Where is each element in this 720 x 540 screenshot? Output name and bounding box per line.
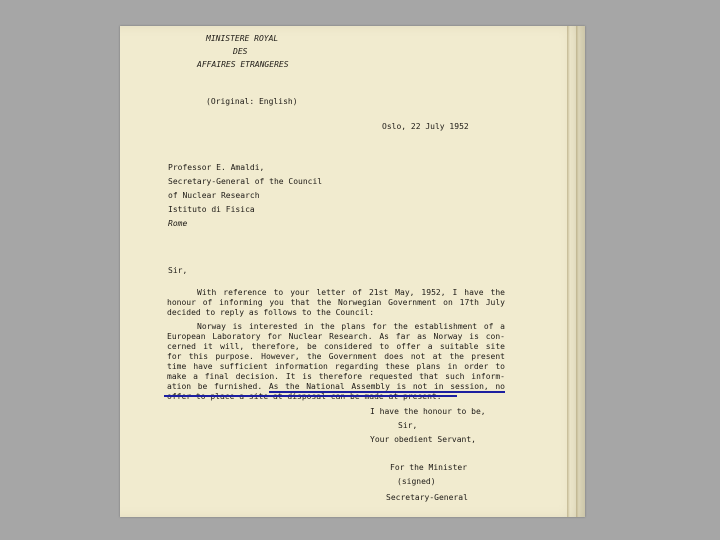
signature-line: For the Minister: [390, 463, 468, 472]
addressee-line: Istituto di Fisica: [168, 205, 255, 214]
addressee-line: Secretary-General of the Council: [168, 177, 323, 186]
letterhead-line: AFFAIRES ETRANGERES: [197, 60, 289, 69]
ink-underline: [164, 395, 457, 397]
addressee-line: Rome: [168, 219, 188, 228]
paragraph-line: cerned it will, therefore, be considered to offer a suitable site: [167, 342, 505, 351]
paragraph-line: for this purpose. However, the Government does not at the present: [167, 352, 505, 361]
letterhead-line: DES: [233, 47, 248, 56]
page-fold: [576, 26, 579, 517]
original-language-note: (Original: English): [206, 97, 298, 106]
paragraph-2: [167, 322, 505, 402]
addressee-line: of Nuclear Research: [168, 191, 260, 200]
page-fold: [567, 26, 570, 517]
paragraph-line-start: ation be furnished.: [167, 382, 263, 391]
paragraph-line: [167, 392, 505, 402]
signature-line: (signed): [397, 477, 436, 486]
closing-line: Sir,: [398, 421, 418, 430]
addressee-line: Professor E. Amaldi,: [168, 163, 265, 172]
paragraph-line: Norway is interested in the plans for the establishment of a: [197, 322, 505, 331]
paragraph-line: decided to reply as follows to the Council:: [167, 308, 375, 317]
paragraph-line: [167, 382, 505, 392]
salutation: Sir,: [168, 266, 188, 275]
letterhead-line: MINISTERE ROYAL: [206, 34, 279, 43]
paragraph-line: honour of informing you that the Norwegian Government on 17th July: [167, 298, 505, 307]
signature-line: Secretary-General: [386, 493, 468, 502]
paragraph-line: time have sufficient information regarding these plans in order to: [167, 362, 505, 371]
closing-line: I have the honour to be,: [370, 407, 486, 416]
paragraph-line: European Laboratory for Nuclear Research. As far as Norway is con-: [167, 332, 505, 341]
paragraph-1: [167, 288, 505, 318]
underlined-text: As the National Assembly is not in session, no: [268, 382, 505, 391]
paragraph-line: With reference to your letter of 21st May, 1952, I have the: [197, 288, 505, 297]
paragraph-line: make a final decision. It is therefore requested that such inform-: [167, 372, 505, 381]
closing-line: Your obedient Servant,: [370, 435, 476, 444]
place-date: Oslo, 22 July 1952: [382, 122, 469, 131]
letter-page: [120, 26, 585, 517]
